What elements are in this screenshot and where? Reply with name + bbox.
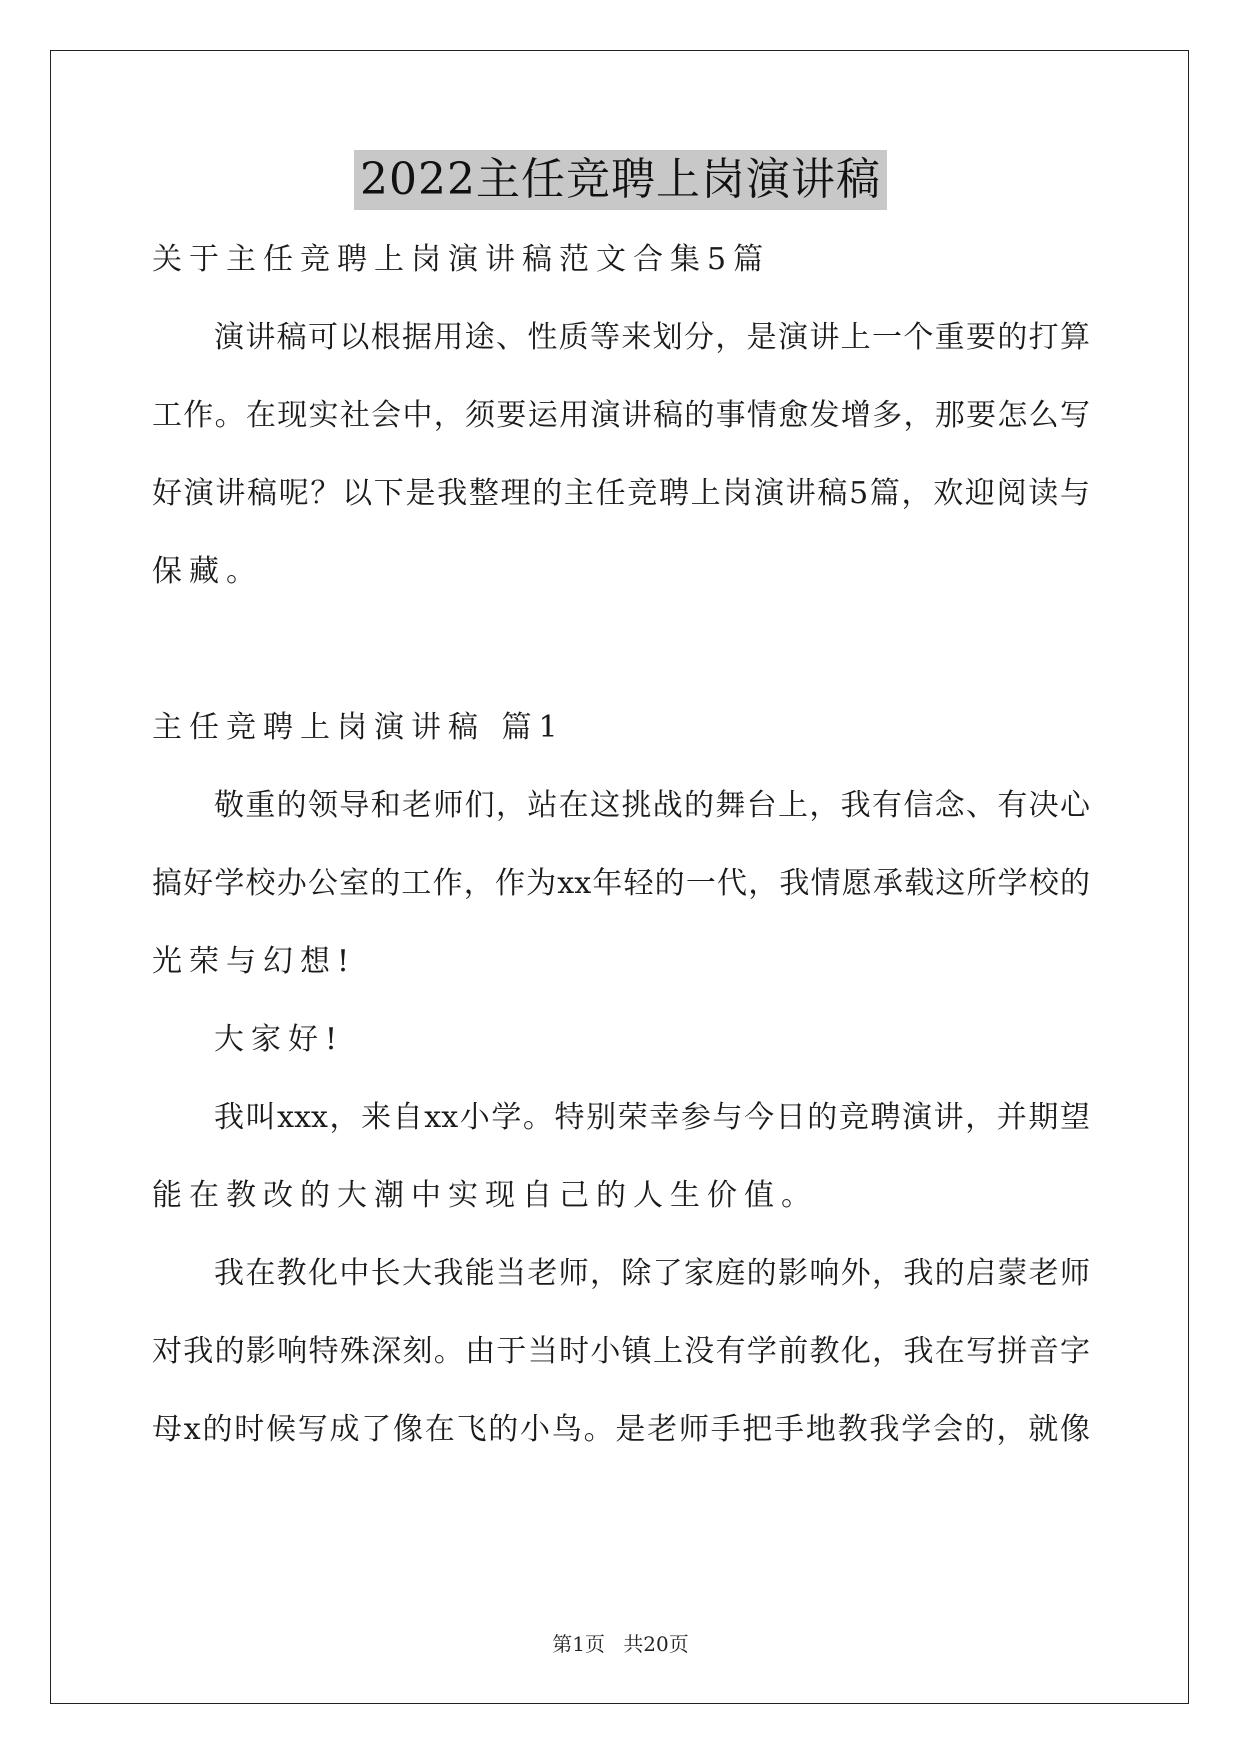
- page-total: 共20页: [623, 1632, 689, 1656]
- intro-line: 演讲稿可以根据用途、性质等来划分，是演讲上一个重要的打算: [214, 320, 1090, 355]
- intro-line: 好演讲稿呢？以下是我整理的主任竞聘上岗演讲稿5篇，欢迎阅读与: [152, 476, 1090, 511]
- paragraph-line: 大家好!: [214, 1022, 345, 1057]
- intro-line: 工作。在现实社会中，须要运用演讲稿的事情愈发增多，那要怎么写: [152, 398, 1090, 433]
- intro-line: 保藏。: [152, 554, 263, 589]
- paragraph-line: 敬重的领导和老师们，站在这挑战的舞台上，我有信念、有决心: [214, 788, 1090, 823]
- page-number: 第1页: [552, 1632, 605, 1656]
- paragraph-line: 搞好学校办公室的工作，作为xx年轻的一代，我情愿承载这所学校的: [152, 866, 1090, 901]
- title-container: [0, 150, 1241, 210]
- paragraph-line: 母x的时候写成了像在飞的小鸟。是老师手把手地教我学会的，就像: [152, 1412, 1090, 1447]
- paragraph-line: 我在教化中长大我能当老师，除了家庭的影响外，我的启蒙老师: [214, 1256, 1090, 1291]
- paragraph-line: 光荣与幻想!: [152, 944, 357, 979]
- document-body: [152, 240, 1090, 1488]
- page-footer: [0, 1628, 1241, 1657]
- paragraph-line: 对我的影响特殊深刻。由于当时小镇上没有学前教化，我在写拼音字: [152, 1334, 1090, 1369]
- section-heading: 主任竞聘上岗演讲稿 篇1: [152, 710, 565, 745]
- paragraph-line: 能在教改的大潮中实现自己的人生价值。: [152, 1178, 818, 1213]
- document-title: 2022主任竞聘上岗演讲稿: [354, 150, 887, 210]
- paragraph-line: 我叫xxx，来自xx小学。特别荣幸参与今日的竞聘演讲，并期望: [214, 1100, 1090, 1135]
- spacer: [152, 630, 1090, 708]
- document-subtitle: 关于主任竞聘上岗演讲稿范文合集5篇: [152, 242, 771, 277]
